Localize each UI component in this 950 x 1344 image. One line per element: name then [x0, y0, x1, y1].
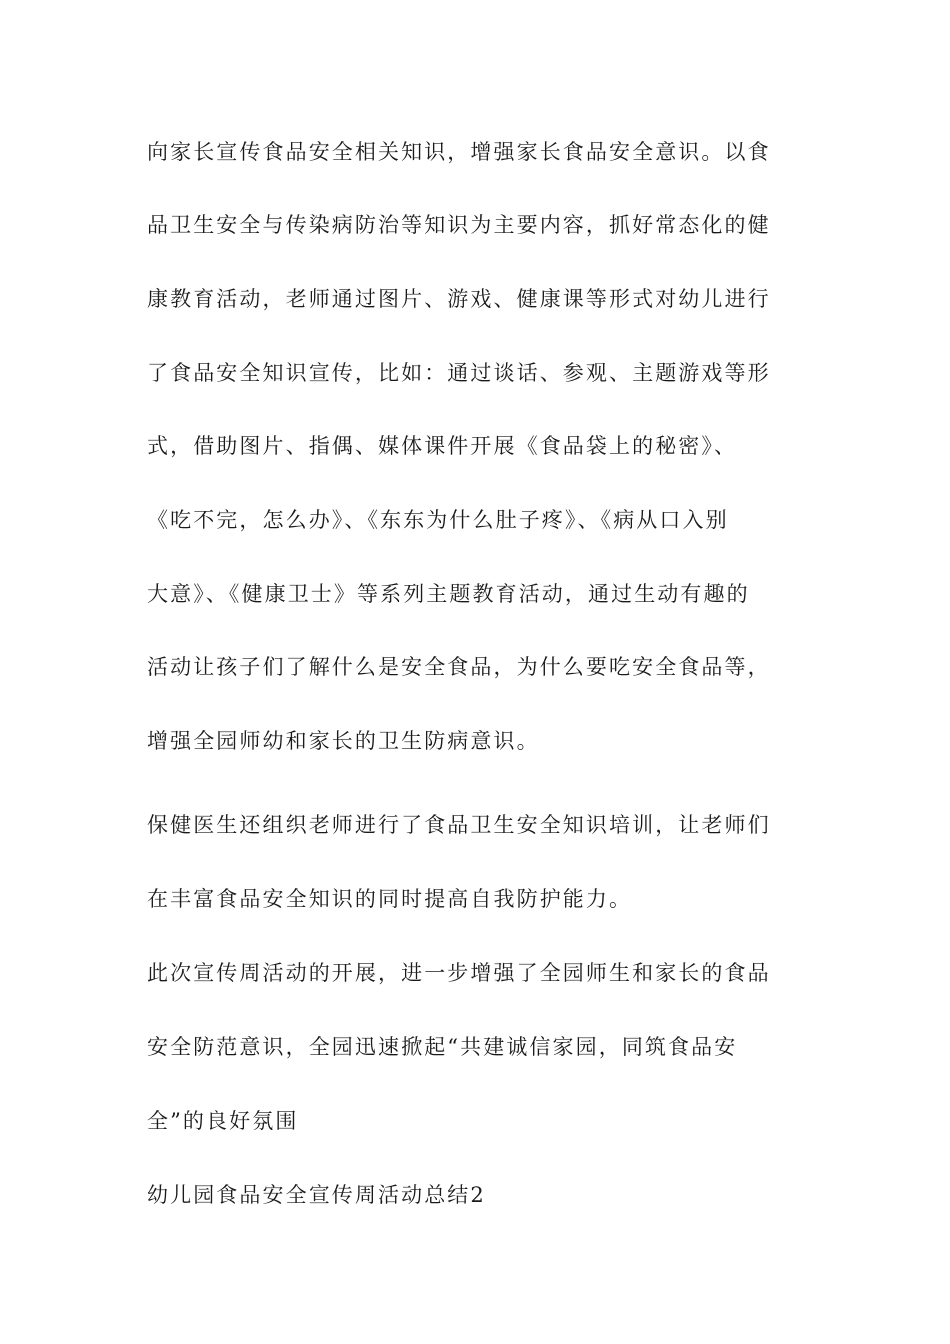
paragraph-1-line-8: 活动让孩子们了解什么是安全食品，为什么要吃安全食品等，	[147, 655, 771, 679]
paragraph-1-line-3: 康教育活动，老师通过图片、游戏、健康课等形式对幼儿进行	[147, 287, 771, 311]
paragraph-2-line-2: 在丰富食品安全知识的同时提高自我防护能力。	[147, 887, 633, 911]
paragraph-3-line-2: 安全防范意识，全园迅速掀起“共建诚信家园，同筑食品安	[147, 1035, 738, 1059]
paragraph-1-line-2: 品卫生安全与传染病防治等知识为主要内容，抓好常态化的健	[147, 213, 771, 237]
paragraph-1-line-9: 增强全园师幼和家长的卫生防病意识。	[147, 729, 540, 753]
section-heading: 幼儿园食品安全宣传周活动总结2	[147, 1183, 486, 1207]
paragraph-3-line-3: 全”的良好氛围	[147, 1109, 299, 1133]
paragraph-3-line-1: 此次宣传周活动的开展，进一步增强了全园师生和家长的食品	[147, 961, 771, 985]
paragraph-1-line-1: 向家长宣传食品安全相关知识，增强家长食品安全意识。以食	[147, 140, 771, 164]
paragraph-2-line-1: 保健医生还组织老师进行了食品卫生安全知识培训，让老师们	[147, 813, 771, 837]
paragraph-1-line-6: 《吃不完，怎么办》、《东东为什么肚子疼》、《病从口入别	[147, 508, 729, 532]
paragraph-1-line-7: 大意》、《健康卫士》等系列主题教育活动，通过生动有趣的	[147, 582, 750, 606]
paragraph-1-line-5: 式，借助图片、指偶、媒体课件开展《食品袋上的秘密》、	[147, 434, 738, 458]
paragraph-1-line-4: 了食品安全知识宣传，比如：通过谈话、参观、主题游戏等形	[147, 361, 771, 385]
